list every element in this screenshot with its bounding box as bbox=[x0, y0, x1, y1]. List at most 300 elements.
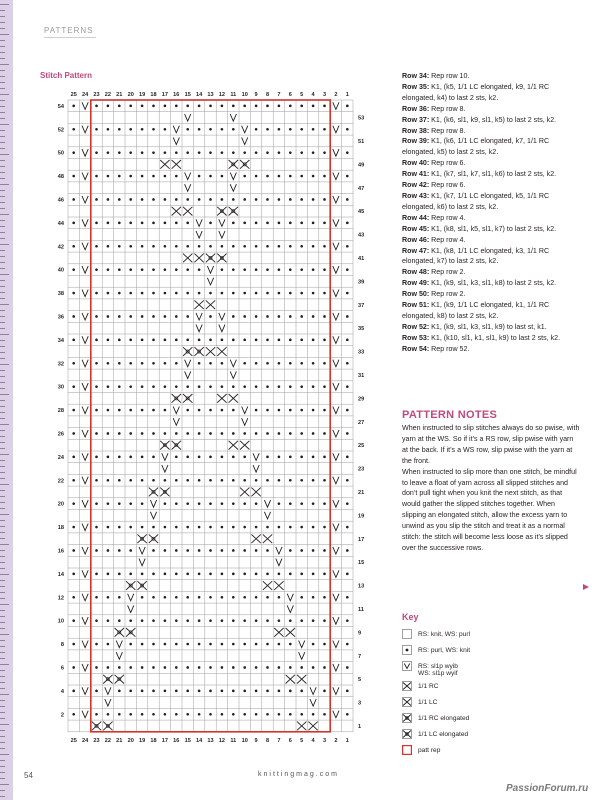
row-label: Row 45: bbox=[402, 224, 430, 233]
purl-dot-icon bbox=[289, 549, 292, 552]
purl-dot-icon bbox=[141, 105, 144, 108]
key-label: RS: sl1p wyib WS: sl1p wyif bbox=[418, 663, 458, 677]
purl-dot-icon bbox=[289, 175, 292, 178]
purl-dot-icon bbox=[289, 666, 292, 669]
purl-dot-icon bbox=[129, 268, 132, 271]
purl-dot-icon bbox=[129, 643, 132, 646]
purl-dot-icon bbox=[95, 409, 98, 412]
row-label: Row 42: bbox=[402, 181, 430, 190]
purl-dot-icon bbox=[243, 549, 246, 552]
purl-dot-icon bbox=[255, 128, 258, 131]
purl-dot-icon bbox=[107, 315, 110, 318]
purl-dot-icon bbox=[129, 690, 132, 693]
row-number-left: 20 bbox=[57, 501, 64, 508]
column-number: 16 bbox=[173, 737, 180, 744]
purl-dot-icon bbox=[129, 128, 132, 131]
purl-dot-icon bbox=[278, 151, 281, 154]
purl-dot-icon bbox=[72, 666, 75, 669]
purl-dot-icon bbox=[243, 456, 246, 459]
footer-site: knittingmag.com bbox=[258, 771, 339, 778]
purl-dot-icon bbox=[243, 666, 246, 669]
purl-dot-icon bbox=[186, 245, 189, 248]
purl-dot-icon bbox=[278, 245, 281, 248]
purl-dot-icon bbox=[164, 339, 167, 342]
slip-stitch-icon bbox=[82, 126, 88, 133]
purl-dot-icon bbox=[118, 479, 121, 482]
stitch-chart bbox=[48, 80, 378, 750]
section-label: PATTERNS bbox=[44, 26, 96, 38]
purl-dot-icon bbox=[209, 175, 212, 178]
row-text: Rep row 8. bbox=[429, 104, 466, 113]
purl-dot-icon bbox=[255, 643, 258, 646]
purl-dot-icon bbox=[300, 409, 303, 412]
purl-dot-icon bbox=[186, 456, 189, 459]
column-number: 23 bbox=[93, 92, 100, 98]
page-number: 54 bbox=[24, 771, 33, 780]
purl-dot-icon bbox=[175, 713, 178, 716]
purl-dot-icon bbox=[221, 128, 224, 131]
purl-dot-icon bbox=[323, 292, 326, 295]
row-number-left: 6 bbox=[60, 665, 64, 672]
purl-dot-icon bbox=[289, 385, 292, 388]
purl-dot-icon bbox=[129, 456, 132, 459]
purl-dot-icon bbox=[278, 596, 281, 599]
purl-dot-icon bbox=[255, 198, 258, 201]
purl-dot-icon bbox=[221, 409, 224, 412]
purl-dot-icon bbox=[323, 573, 326, 576]
row-instruction bbox=[402, 104, 582, 115]
purl-dot-icon bbox=[198, 596, 201, 599]
purl-dot-icon bbox=[152, 690, 155, 693]
purl-dot-icon bbox=[175, 526, 178, 529]
purl-dot-icon bbox=[221, 573, 224, 576]
purl-dot-icon bbox=[118, 105, 121, 108]
purl-dot-icon bbox=[164, 643, 167, 646]
purl-dot-icon bbox=[129, 315, 132, 318]
slip-stitch-icon bbox=[162, 453, 168, 460]
purl-dot-icon bbox=[141, 666, 144, 669]
purl-dot-icon bbox=[107, 198, 110, 201]
purl-dot-icon bbox=[255, 526, 258, 529]
purl-dot-icon bbox=[118, 456, 121, 459]
purl-dot-icon bbox=[152, 385, 155, 388]
row-number-right: 43 bbox=[358, 232, 365, 239]
row-text: K1, (k9, sl1, k3, sl1, k9) to last st, k1. bbox=[429, 322, 547, 331]
purl-dot-icon bbox=[72, 175, 75, 178]
row-number-right: 11 bbox=[358, 606, 364, 613]
purl-dot-icon bbox=[278, 502, 281, 505]
chart-title: Stitch Pattern bbox=[40, 71, 93, 80]
column-number: 24 bbox=[81, 92, 89, 98]
purl-dot-icon bbox=[266, 643, 269, 646]
row-number-left: 38 bbox=[57, 291, 64, 298]
purl-dot-icon bbox=[118, 713, 121, 716]
slip-stitch-icon bbox=[310, 687, 316, 694]
purl-dot-icon bbox=[186, 105, 189, 108]
key-label: 1/1 RC bbox=[418, 683, 439, 690]
purl-dot-icon bbox=[72, 245, 75, 248]
purl-dot-icon bbox=[72, 385, 75, 388]
purl-dot-icon bbox=[175, 456, 178, 459]
purl-dot-icon bbox=[164, 479, 167, 482]
purl-dot-icon bbox=[346, 198, 349, 201]
purl-dot-icon bbox=[186, 409, 189, 412]
row-text: K1, (k7, 1/1 LC elongated, k5, 1/1 RC elongated, k6) to last 2 sts, k2. bbox=[402, 191, 550, 211]
purl-dot-icon bbox=[175, 596, 178, 599]
purl-dot-icon bbox=[198, 643, 201, 646]
row-text: K1, (k5, 1/1 LC elongated, k9, 1/1 RC elongated, k4) to last 2 sts, k2. bbox=[402, 82, 550, 102]
row-text: Rep row 2. bbox=[429, 290, 466, 299]
purl-dot-icon bbox=[232, 690, 235, 693]
row-number-left: 26 bbox=[57, 431, 64, 438]
row-text: Rep row 2. bbox=[429, 268, 466, 277]
purl-dot-icon bbox=[323, 526, 326, 529]
purl-dot-icon bbox=[141, 479, 144, 482]
purl-dot-icon bbox=[232, 268, 235, 271]
slip-stitch-icon bbox=[299, 652, 305, 659]
purl-dot-icon bbox=[243, 573, 246, 576]
row-instruction bbox=[402, 278, 582, 289]
purl-dot-icon bbox=[107, 596, 110, 599]
purl-dot-icon bbox=[300, 268, 303, 271]
key-item bbox=[402, 659, 582, 679]
purl-dot-icon bbox=[141, 456, 144, 459]
purl-dot-icon bbox=[346, 502, 349, 505]
purl-dot-icon bbox=[129, 245, 132, 248]
purl-dot-icon bbox=[243, 105, 246, 108]
purl-dot-icon bbox=[278, 105, 281, 108]
slip-stitch-icon bbox=[82, 149, 88, 156]
slip-stitch-icon bbox=[82, 547, 88, 554]
purl-dot-icon bbox=[289, 245, 292, 248]
purl-dot-icon bbox=[323, 362, 326, 365]
row-label: Row 49: bbox=[402, 279, 430, 288]
row-number-right: 5 bbox=[358, 677, 362, 684]
purl-dot-icon bbox=[232, 479, 235, 482]
row-instruction bbox=[402, 71, 582, 82]
purl-dot-icon bbox=[118, 128, 121, 131]
row-instruction bbox=[402, 300, 582, 322]
purl-dot-icon bbox=[198, 151, 201, 154]
purl-dot-icon bbox=[255, 479, 258, 482]
purl-dot-icon bbox=[209, 105, 212, 108]
purl-dot-icon bbox=[198, 339, 201, 342]
purl-dot-icon bbox=[209, 666, 212, 669]
row-number-left: 14 bbox=[57, 571, 64, 578]
row-instruction bbox=[402, 289, 582, 300]
purl-dot-icon bbox=[175, 268, 178, 271]
purl-dot-icon bbox=[255, 175, 258, 178]
purl-dot-icon bbox=[107, 339, 110, 342]
purl-dot-icon bbox=[255, 549, 258, 552]
purl-dot-icon bbox=[141, 432, 144, 435]
column-number: 14 bbox=[195, 737, 203, 744]
purl-dot-icon bbox=[312, 456, 315, 459]
purl-dot-icon bbox=[175, 549, 178, 552]
purl-dot-icon bbox=[164, 619, 167, 622]
row-number-left: 52 bbox=[57, 127, 64, 134]
purl-dot-icon bbox=[152, 456, 155, 459]
purl-dot-icon bbox=[198, 362, 201, 365]
purl-dot-icon bbox=[72, 713, 75, 716]
row-number-left: 32 bbox=[57, 361, 64, 368]
purl-dot-icon bbox=[323, 222, 326, 225]
purl-dot-icon bbox=[243, 362, 246, 365]
slip-stitch-icon bbox=[162, 465, 168, 472]
purl-dot-icon bbox=[312, 596, 315, 599]
purl-dot-icon bbox=[289, 456, 292, 459]
key-label: RS: purl, WS: knit bbox=[418, 647, 471, 654]
purl-dot-icon bbox=[141, 175, 144, 178]
column-number: 2 bbox=[334, 737, 338, 744]
purl-dot-icon bbox=[323, 175, 326, 178]
slip-stitch-icon bbox=[128, 594, 134, 601]
purl-dot-icon bbox=[300, 502, 303, 505]
slip-stitch-icon bbox=[185, 114, 191, 121]
purl-dot-icon bbox=[209, 222, 212, 225]
row-number-right: 51 bbox=[358, 138, 365, 145]
purl-dot-icon bbox=[95, 175, 98, 178]
purl-dot-icon bbox=[266, 222, 269, 225]
purl-dot-icon bbox=[312, 643, 315, 646]
column-number: 1 bbox=[345, 737, 349, 744]
slip-stitch-icon bbox=[333, 430, 339, 437]
purl-dot-icon bbox=[141, 573, 144, 576]
slip-stitch-icon bbox=[287, 605, 293, 612]
purl-dot-icon bbox=[175, 643, 178, 646]
purl-dot-icon bbox=[243, 151, 246, 154]
purl-dot-icon bbox=[107, 245, 110, 248]
purl-dot-icon bbox=[278, 198, 281, 201]
slip-stitch-icon bbox=[196, 325, 202, 332]
slip-stitch-icon bbox=[333, 102, 339, 109]
purl-dot-icon bbox=[95, 573, 98, 576]
purl-dot-icon bbox=[186, 292, 189, 295]
slip-stitch-icon bbox=[333, 219, 339, 226]
purl-dot-icon bbox=[278, 385, 281, 388]
slip-stitch-icon bbox=[264, 512, 270, 519]
purl-dot-icon bbox=[164, 596, 167, 599]
purl-dot-icon bbox=[232, 292, 235, 295]
purl-dot-icon bbox=[175, 222, 178, 225]
slip-stitch-icon bbox=[82, 664, 88, 671]
row-number-left: 22 bbox=[57, 478, 64, 485]
purl-dot-icon bbox=[107, 151, 110, 154]
purl-dot-icon bbox=[243, 292, 246, 295]
purl-dot-icon bbox=[209, 385, 212, 388]
purl-dot-icon bbox=[209, 339, 212, 342]
key-item bbox=[402, 695, 582, 711]
purl-dot-icon bbox=[198, 666, 201, 669]
purl-dot-icon bbox=[175, 362, 178, 365]
purl-dot-icon bbox=[72, 549, 75, 552]
row-number-right: 39 bbox=[358, 279, 365, 286]
purl-dot-icon bbox=[243, 713, 246, 716]
row-number-right: 45 bbox=[358, 209, 365, 216]
key-item bbox=[402, 743, 582, 759]
row-number-left: 44 bbox=[57, 220, 64, 227]
purl-dot-icon bbox=[198, 479, 201, 482]
purl-dot-icon bbox=[175, 245, 178, 248]
purl-dot-icon bbox=[255, 596, 258, 599]
purl-dot-icon bbox=[152, 362, 155, 365]
slip-stitch-icon bbox=[105, 699, 111, 706]
slip-stitch-icon bbox=[299, 641, 305, 648]
row-label: Row 51: bbox=[402, 301, 430, 310]
purl-dot-icon bbox=[95, 222, 98, 225]
row-number-right: 3 bbox=[358, 700, 362, 707]
row-instruction bbox=[402, 322, 582, 333]
purl-dot-icon bbox=[118, 198, 121, 201]
purl-dot-icon bbox=[278, 456, 281, 459]
purl-dot-icon bbox=[129, 175, 132, 178]
slip-stitch-icon bbox=[82, 173, 88, 180]
purl-dot-icon bbox=[209, 690, 212, 693]
purl-dot-icon bbox=[152, 198, 155, 201]
slip-stitch-icon bbox=[173, 137, 179, 144]
purl-dot-icon bbox=[164, 222, 167, 225]
slip-stitch-icon bbox=[196, 219, 202, 226]
key-item bbox=[402, 679, 582, 695]
purl-dot-icon bbox=[346, 596, 349, 599]
purl-dot-icon bbox=[164, 713, 167, 716]
purl-dot-icon bbox=[164, 245, 167, 248]
purl-dot-icon bbox=[72, 222, 75, 225]
purl-dot-icon bbox=[312, 105, 315, 108]
slip-stitch-icon bbox=[196, 313, 202, 320]
row-number-right: 19 bbox=[358, 513, 365, 520]
purl-dot-icon bbox=[118, 666, 121, 669]
column-number: 11 bbox=[230, 92, 237, 98]
row-number-left: 4 bbox=[60, 688, 64, 695]
purl-dot-icon bbox=[323, 268, 326, 271]
purl-dot-icon bbox=[266, 198, 269, 201]
row-number-right: 23 bbox=[358, 466, 365, 473]
row-instruction bbox=[402, 126, 582, 137]
purl-dot-icon bbox=[221, 666, 224, 669]
purl-dot-icon bbox=[152, 339, 155, 342]
slip-stitch-icon bbox=[242, 126, 248, 133]
purl-dot-icon bbox=[289, 619, 292, 622]
purl-dot-icon bbox=[312, 713, 315, 716]
purl-dot-icon bbox=[266, 245, 269, 248]
purl-dot-icon bbox=[323, 432, 326, 435]
purl-dot-icon bbox=[152, 713, 155, 716]
purl-dot-icon bbox=[255, 362, 258, 365]
purl-dot-icon bbox=[278, 643, 281, 646]
slip-stitch-icon bbox=[185, 184, 191, 191]
slip-stitch-icon bbox=[196, 231, 202, 238]
key-title: Key bbox=[402, 612, 419, 622]
purl-dot-icon bbox=[312, 666, 315, 669]
slip-stitch-icon bbox=[333, 336, 339, 343]
slip-stitch-icon bbox=[333, 664, 339, 671]
column-number: 5 bbox=[300, 92, 304, 98]
row-instruction bbox=[402, 246, 582, 268]
slip-stitch-icon bbox=[333, 594, 339, 601]
slip-stitch-icon bbox=[287, 594, 293, 601]
purl-dot-icon bbox=[266, 456, 269, 459]
slip-stitch-icon bbox=[82, 290, 88, 297]
purl-dot-icon bbox=[289, 502, 292, 505]
purl-dot-icon bbox=[152, 292, 155, 295]
purl-dot-icon bbox=[141, 128, 144, 131]
purl-dot-icon bbox=[95, 105, 98, 108]
purl-dot-icon bbox=[107, 175, 110, 178]
purl-dot-icon bbox=[129, 619, 132, 622]
purl-dot-icon bbox=[312, 409, 315, 412]
purl-dot-icon bbox=[164, 151, 167, 154]
slip-stitch-icon bbox=[82, 407, 88, 414]
row-label: Row 40: bbox=[402, 159, 430, 168]
column-number: 10 bbox=[241, 92, 248, 98]
purl-dot-icon bbox=[118, 549, 121, 552]
purl-dot-icon bbox=[243, 222, 246, 225]
purl-dot-icon bbox=[243, 502, 246, 505]
slip-stitch-icon bbox=[333, 266, 339, 273]
purl-dot-icon bbox=[175, 339, 178, 342]
row-number-right: 53 bbox=[358, 115, 365, 122]
purl-dot-icon bbox=[72, 198, 75, 201]
purl-dot-icon bbox=[209, 526, 212, 529]
purl-dot-icon bbox=[255, 292, 258, 295]
slip-stitch-icon bbox=[276, 559, 282, 566]
purl-dot-icon bbox=[164, 128, 167, 131]
purl-dot-icon bbox=[232, 315, 235, 318]
slip-v-icon bbox=[402, 661, 412, 671]
purl-dot-icon bbox=[255, 222, 258, 225]
purl-dot-icon bbox=[186, 268, 189, 271]
purl-dot-icon bbox=[266, 713, 269, 716]
purl-dot-icon bbox=[129, 339, 132, 342]
purl-dot-icon bbox=[107, 362, 110, 365]
purl-dot-icon bbox=[221, 151, 224, 154]
row-number-left: 2 bbox=[60, 712, 64, 719]
column-number: 19 bbox=[138, 92, 146, 98]
purl-dot-icon bbox=[164, 292, 167, 295]
slip-stitch-icon bbox=[150, 512, 156, 519]
row-number-right: 9 bbox=[358, 630, 362, 637]
purl-dot-icon bbox=[266, 339, 269, 342]
slip-stitch-icon bbox=[253, 453, 259, 460]
purl-dot-icon bbox=[209, 315, 212, 318]
purl-dot-icon bbox=[232, 128, 235, 131]
purl-dot-icon bbox=[107, 385, 110, 388]
slip-stitch-icon bbox=[82, 477, 88, 484]
purl-dot-icon bbox=[198, 526, 201, 529]
purl-dot-icon bbox=[266, 596, 269, 599]
slip-stitch-icon bbox=[333, 687, 339, 694]
row-number-right: 37 bbox=[358, 302, 365, 309]
purl-dot-icon bbox=[346, 549, 349, 552]
column-number: 1 bbox=[345, 92, 349, 98]
purl-dot-icon bbox=[278, 526, 281, 529]
column-number: 9 bbox=[254, 92, 258, 98]
purl-dot-icon bbox=[232, 339, 235, 342]
column-number: 3 bbox=[322, 92, 327, 98]
column-number: 7 bbox=[277, 92, 281, 98]
purl-dot-icon bbox=[118, 268, 121, 271]
column-number: 12 bbox=[218, 92, 226, 98]
purl-dot-icon bbox=[323, 339, 326, 342]
purl-dot-icon bbox=[278, 432, 281, 435]
row-number-right: 15 bbox=[358, 560, 365, 567]
purl-dot-icon bbox=[300, 573, 303, 576]
purl-dot-icon bbox=[278, 690, 281, 693]
slip-stitch-icon bbox=[219, 231, 225, 238]
purl-dot-icon bbox=[243, 268, 246, 271]
purl-dot-icon bbox=[129, 151, 132, 154]
